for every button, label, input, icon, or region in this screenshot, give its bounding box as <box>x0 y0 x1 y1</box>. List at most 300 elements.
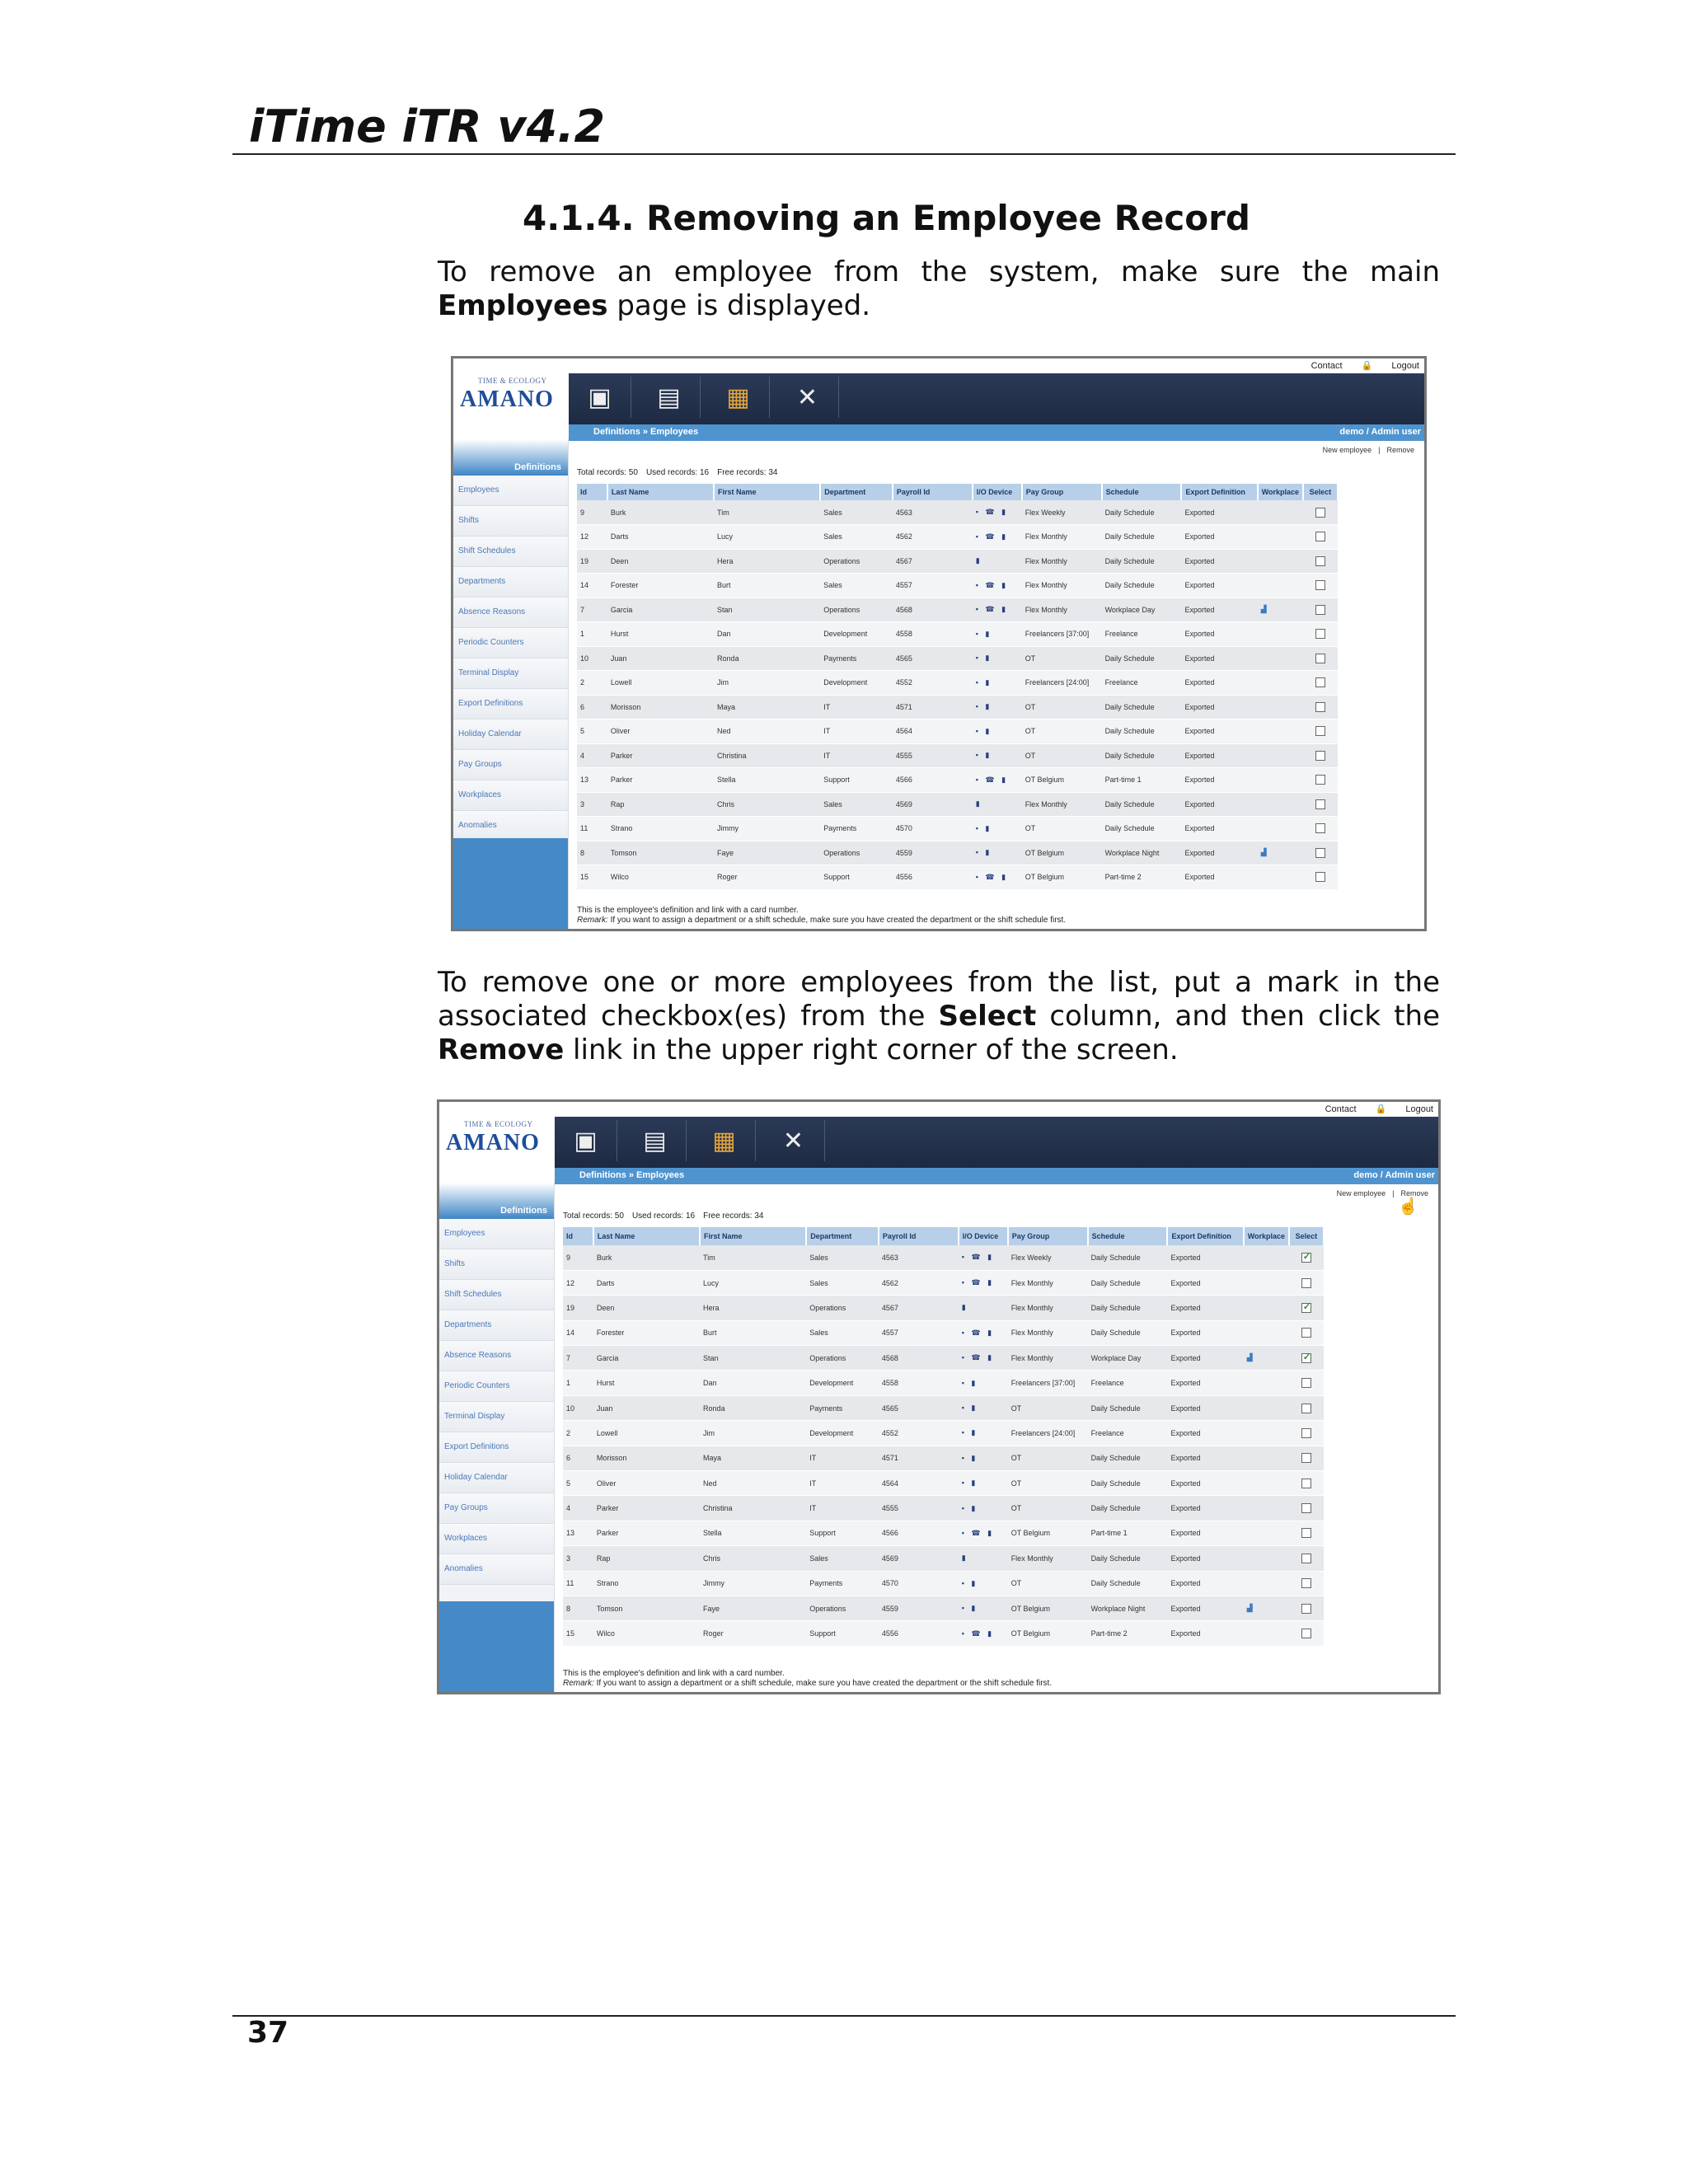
cell-dept: Payments <box>820 646 893 671</box>
cell-exp: Exported <box>1167 1421 1243 1446</box>
cell-pay: OT Belgium <box>1022 865 1102 890</box>
select-checkbox[interactable] <box>1315 654 1325 663</box>
cell-select <box>1289 1571 1324 1596</box>
select-checkbox[interactable] <box>1301 1479 1311 1488</box>
table-row[interactable] <box>563 1270 1324 1295</box>
column-header[interactable]: Id <box>577 484 607 500</box>
table-row[interactable] <box>577 549 1338 574</box>
table-row[interactable] <box>563 1596 1324 1620</box>
cell-sched: Daily Schedule <box>1088 1270 1168 1295</box>
cell-first: Burt <box>700 1320 806 1345</box>
cell-first: Christina <box>700 1496 806 1521</box>
cell-wp <box>1244 1371 1289 1395</box>
cell-sched: Daily Schedule <box>1088 1446 1168 1470</box>
cell-pay: Freelancers [24:00] <box>1008 1421 1088 1446</box>
instruction-paragraph: To remove one or more employees from the list, put a mark in the associated checkbox(es) from the Select column, and then click the Remove link in the upper right corner of the screen. <box>438 966 1440 1066</box>
sidebar-item[interactable]: Employees <box>453 476 568 506</box>
cell-dept: Sales <box>820 500 893 525</box>
cell-dept: Support <box>806 1621 879 1646</box>
app-topbar <box>453 359 1424 424</box>
table-row[interactable] <box>563 1371 1324 1395</box>
cell-id: 15 <box>563 1621 593 1646</box>
select-checkbox[interactable] <box>1301 1303 1311 1313</box>
cell-exp: Exported <box>1167 1521 1243 1545</box>
cell-dept: Sales <box>806 1270 879 1295</box>
cell-first: Lucy <box>714 525 820 550</box>
cell-exp: Exported <box>1181 817 1257 841</box>
cell-pay: OT <box>1008 1496 1088 1521</box>
cell-dept: Development <box>806 1371 879 1395</box>
select-checkbox[interactable] <box>1315 751 1325 761</box>
cell-wp <box>1244 1270 1289 1295</box>
cell-last: Burk <box>593 1245 700 1270</box>
column-header[interactable]: First Name <box>714 484 820 500</box>
cell-select <box>1303 574 1338 598</box>
cell-dept: IT <box>820 695 893 719</box>
new-employee-link[interactable]: New employee <box>1336 1189 1386 1197</box>
sidebar-item[interactable]: Workplaces <box>453 780 568 811</box>
cell-id: 12 <box>563 1270 593 1295</box>
cell-payroll: 4564 <box>879 1471 959 1496</box>
cell-sched: Daily Schedule <box>1088 1296 1168 1320</box>
select-checkbox[interactable] <box>1315 872 1325 882</box>
cell-sched: Daily Schedule <box>1102 646 1182 671</box>
cell-select <box>1289 1471 1324 1496</box>
cell-payroll: 4558 <box>893 622 973 647</box>
select-checkbox[interactable] <box>1301 1253 1311 1263</box>
cell-wp: ▟ <box>1258 841 1303 865</box>
select-checkbox[interactable] <box>1315 532 1325 541</box>
cell-dept: Development <box>820 671 893 696</box>
cell-wp <box>1244 1245 1289 1270</box>
select-checkbox[interactable] <box>1315 799 1325 809</box>
cell-pay: OT <box>1008 1446 1088 1470</box>
cell-wp <box>1258 500 1303 525</box>
cell-wp: ▟ <box>1244 1596 1289 1620</box>
select-checkbox[interactable] <box>1315 702 1325 712</box>
cell-wp <box>1258 671 1303 696</box>
select-checkbox[interactable] <box>1301 1554 1311 1563</box>
cell-exp: Exported <box>1181 574 1257 598</box>
settings-tools-icon[interactable]: ✕ <box>762 1120 825 1161</box>
table-row[interactable] <box>577 622 1338 647</box>
sidebar-item[interactable]: Terminal Display <box>453 658 568 689</box>
sidebar-item[interactable]: Export Definitions <box>439 1432 554 1463</box>
breadcrumb: Definitions » Employees <box>579 1170 685 1180</box>
contact-link[interactable]: Contact <box>1311 361 1343 371</box>
reports-icon[interactable]: ▦ <box>707 377 770 418</box>
cell-last: Lowell <box>607 671 714 696</box>
employees-table <box>563 1227 1325 1647</box>
cell-pay: OT <box>1022 817 1102 841</box>
cell-last: Rap <box>607 792 714 817</box>
column-header[interactable]: Last Name <box>593 1227 700 1245</box>
cell-dev: ▪ ☎ ▮ <box>973 768 1022 793</box>
remove-link[interactable]: Remove <box>1400 1189 1428 1197</box>
cell-last: Morisson <box>593 1446 700 1470</box>
select-checkbox[interactable] <box>1301 1353 1311 1363</box>
breadcrumb: Definitions » Employees <box>593 427 699 437</box>
cell-last: Oliver <box>607 719 714 744</box>
cell-dept: Sales <box>806 1320 879 1345</box>
cell-pay: Flex Monthly <box>1022 574 1102 598</box>
cell-last: Parker <box>607 768 714 793</box>
table-row[interactable] <box>563 1446 1324 1470</box>
cell-dev: ▪ ▮ <box>973 646 1022 671</box>
select-checkbox[interactable] <box>1301 1378 1311 1388</box>
cell-dept: IT <box>820 743 893 768</box>
employees-icon[interactable]: ▣ <box>569 377 631 418</box>
table-row[interactable] <box>563 1421 1324 1446</box>
table-row[interactable] <box>577 719 1338 744</box>
select-checkbox[interactable] <box>1315 823 1325 833</box>
cell-id: 3 <box>563 1546 593 1571</box>
cell-select <box>1289 1371 1324 1395</box>
footer-rule <box>232 2015 1456 2017</box>
cell-select <box>1303 549 1338 574</box>
select-checkbox[interactable] <box>1301 1278 1311 1288</box>
select-checkbox[interactable] <box>1315 580 1325 590</box>
table-row[interactable] <box>577 671 1338 696</box>
select-checkbox[interactable] <box>1315 629 1325 639</box>
select-checkbox[interactable] <box>1301 1404 1311 1413</box>
page-number: 37 <box>247 2016 289 2050</box>
table-row[interactable] <box>563 1346 1324 1371</box>
select-checkbox[interactable] <box>1315 677 1325 687</box>
cell-first: Dan <box>714 622 820 647</box>
cell-payroll: 4563 <box>879 1245 959 1270</box>
column-header[interactable]: Select <box>1289 1227 1324 1245</box>
table-row[interactable] <box>577 695 1338 719</box>
sidebar-item[interactable]: Holiday Calendar <box>453 719 568 750</box>
select-checkbox[interactable] <box>1315 605 1325 615</box>
cell-wp <box>1258 549 1303 574</box>
inbox-icon[interactable]: ▤ <box>624 1120 687 1161</box>
cell-sched: Daily Schedule <box>1102 792 1182 817</box>
breadcrumb-bar <box>569 424 1424 441</box>
cell-payroll: 4571 <box>879 1446 959 1470</box>
cell-wp <box>1244 1471 1289 1496</box>
main-toolbar <box>569 373 1424 424</box>
logout-link[interactable]: 🔒 Logout <box>1375 1104 1433 1114</box>
cell-sched: Daily Schedule <box>1088 1546 1168 1571</box>
column-header[interactable]: Select <box>1303 484 1338 500</box>
cell-dept: Operations <box>820 598 893 622</box>
column-header[interactable]: I/O Device <box>959 1227 1008 1245</box>
cell-exp: Exported <box>1167 1296 1243 1320</box>
cell-dev: ▮ <box>959 1546 1008 1571</box>
cell-first: Stan <box>714 598 820 622</box>
sidebar-item[interactable]: Shifts <box>439 1249 554 1280</box>
cell-sched: Daily Schedule <box>1102 817 1182 841</box>
cell-sched: Daily Schedule <box>1088 1395 1168 1420</box>
reports-icon[interactable]: ▦ <box>693 1120 756 1161</box>
cell-first: Jimmy <box>714 817 820 841</box>
table-row[interactable] <box>577 865 1338 890</box>
cell-pay: Flex Weekly <box>1008 1245 1088 1270</box>
sidebar-item[interactable]: Departments <box>439 1310 554 1341</box>
select-checkbox[interactable] <box>1301 1328 1311 1338</box>
sidebar-item[interactable]: Terminal Display <box>439 1402 554 1432</box>
column-header[interactable]: Department <box>806 1227 879 1245</box>
cell-last: Forester <box>607 574 714 598</box>
cell-wp <box>1258 792 1303 817</box>
cell-select <box>1303 695 1338 719</box>
cell-first: Jim <box>714 671 820 696</box>
app-topbar <box>439 1102 1438 1168</box>
sidebar-item[interactable]: Shift Schedules <box>439 1280 554 1310</box>
cell-exp: Exported <box>1181 695 1257 719</box>
table-row[interactable] <box>563 1621 1324 1646</box>
select-checkbox[interactable] <box>1301 1453 1311 1463</box>
cell-dev: ▪ ▮ <box>973 743 1022 768</box>
cell-sched: Daily Schedule <box>1088 1245 1168 1270</box>
cell-dept: Operations <box>820 841 893 865</box>
cell-payroll: 4556 <box>893 865 973 890</box>
cell-pay: OT <box>1022 646 1102 671</box>
select-checkbox[interactable] <box>1301 1578 1311 1588</box>
sidebar-item[interactable]: Shift Schedules <box>453 537 568 567</box>
column-header[interactable]: I/O Device <box>973 484 1022 500</box>
cell-sched: Daily Schedule <box>1102 719 1182 744</box>
cell-pay: Flex Monthly <box>1022 525 1102 550</box>
table-row[interactable] <box>577 743 1338 768</box>
table-row[interactable] <box>577 500 1338 525</box>
cell-sched: Part-time 2 <box>1102 865 1182 890</box>
cell-pay: OT Belgium <box>1022 768 1102 793</box>
main-toolbar <box>555 1117 1438 1168</box>
cell-wp <box>1244 1621 1289 1646</box>
column-header[interactable]: Last Name <box>607 484 714 500</box>
cell-payroll: 4567 <box>893 549 973 574</box>
column-header[interactable]: First Name <box>700 1227 806 1245</box>
select-checkbox[interactable] <box>1301 1428 1311 1438</box>
cell-pay: Freelancers [24:00] <box>1022 671 1102 696</box>
table-row[interactable] <box>577 598 1338 622</box>
cell-first: Christina <box>714 743 820 768</box>
cell-last: Juan <box>593 1395 700 1420</box>
remove-link[interactable]: Remove <box>1386 446 1414 454</box>
table-row[interactable] <box>577 525 1338 550</box>
cell-dept: Sales <box>806 1245 879 1270</box>
cell-dev: ▪ ▮ <box>959 1421 1008 1446</box>
cell-exp: Exported <box>1181 549 1257 574</box>
cell-select <box>1289 1346 1324 1371</box>
column-header[interactable]: Payroll Id <box>893 484 973 500</box>
sidebar-item[interactable]: Absence Reasons <box>453 598 568 628</box>
table-row[interactable] <box>563 1471 1324 1496</box>
cell-exp: Exported <box>1181 500 1257 525</box>
table-row[interactable] <box>577 574 1338 598</box>
cell-sched: Freelance <box>1088 1421 1168 1446</box>
select-checkbox[interactable] <box>1315 848 1325 858</box>
sidebar-fill <box>439 1601 554 1692</box>
table-row[interactable] <box>563 1496 1324 1521</box>
column-header[interactable]: Workplace <box>1258 484 1303 500</box>
cell-dept: Operations <box>806 1596 879 1620</box>
cell-sched: Part-time 1 <box>1102 768 1182 793</box>
settings-tools-icon[interactable]: ✕ <box>776 377 839 418</box>
cell-select <box>1289 1296 1324 1320</box>
logout-link[interactable]: 🔒 Logout <box>1361 361 1419 371</box>
select-checkbox[interactable] <box>1301 1604 1311 1614</box>
table-row[interactable] <box>563 1320 1324 1345</box>
sidebar-item[interactable]: Anomalies <box>453 811 568 841</box>
cell-first: Jimmy <box>700 1571 806 1596</box>
cell-payroll: 4570 <box>893 817 973 841</box>
cell-last: Garcia <box>607 598 714 622</box>
cell-payroll: 4571 <box>893 695 973 719</box>
cell-payroll: 4557 <box>893 574 973 598</box>
sidebar-item[interactable]: Pay Groups <box>439 1493 554 1524</box>
employees-icon[interactable]: ▣ <box>555 1120 617 1161</box>
cell-select <box>1289 1446 1324 1470</box>
cell-select <box>1303 743 1338 768</box>
sidebar-item[interactable]: Export Definitions <box>453 689 568 719</box>
cell-exp: Exported <box>1167 1596 1243 1620</box>
cell-last: Hurst <box>593 1371 700 1395</box>
column-header[interactable]: Pay Group <box>1008 1227 1088 1245</box>
action-links: New employee | Remove <box>1336 1189 1428 1197</box>
table-row[interactable] <box>563 1546 1324 1571</box>
document-header <box>232 97 1456 155</box>
select-checkbox[interactable] <box>1315 775 1325 785</box>
cell-wp <box>1244 1296 1289 1320</box>
cell-id: 1 <box>577 622 607 647</box>
table-note: This is the employee's definition and link with a card number. Remark: If you want to assign a department or a shift schedule, make sure you have created the department or the shift schedule first. <box>563 1669 1053 1688</box>
cell-id: 5 <box>577 719 607 744</box>
table-row[interactable] <box>563 1395 1324 1420</box>
column-header[interactable]: Schedule <box>1102 484 1182 500</box>
cell-id: 10 <box>577 646 607 671</box>
table-row[interactable] <box>577 792 1338 817</box>
user-info: demo / Admin user <box>1339 427 1421 437</box>
select-checkbox[interactable] <box>1315 508 1325 518</box>
cell-select <box>1303 598 1338 622</box>
cell-wp <box>1258 695 1303 719</box>
cell-id: 6 <box>577 695 607 719</box>
cell-sched: Part-time 2 <box>1088 1621 1168 1646</box>
column-header[interactable]: Schedule <box>1088 1227 1168 1245</box>
select-checkbox[interactable] <box>1301 1503 1311 1513</box>
sidebar-item[interactable]: Holiday Calendar <box>439 1463 554 1493</box>
cell-payroll: 4562 <box>893 525 973 550</box>
sidebar-item[interactable]: Periodic Counters <box>439 1371 554 1402</box>
cell-first: Faye <box>700 1596 806 1620</box>
cell-pay: OT <box>1008 1471 1088 1496</box>
sidebar-item[interactable]: Shifts <box>453 506 568 537</box>
cell-wp <box>1258 719 1303 744</box>
select-checkbox[interactable] <box>1315 556 1325 566</box>
cell-exp: Exported <box>1181 646 1257 671</box>
cell-first: Jim <box>700 1421 806 1446</box>
table-row[interactable] <box>563 1571 1324 1596</box>
cell-dev: ▪ ☎ ▮ <box>959 1346 1008 1371</box>
cell-pay: OT Belgium <box>1008 1521 1088 1545</box>
amano-logo: TIME & ECOLOGY AMANO <box>439 1102 555 1168</box>
cell-wp <box>1244 1496 1289 1521</box>
cell-payroll: 4558 <box>879 1371 959 1395</box>
column-header[interactable]: Pay Group <box>1022 484 1102 500</box>
sidebar-item[interactable]: Pay Groups <box>453 750 568 780</box>
cell-payroll: 4559 <box>879 1596 959 1620</box>
cell-sched: Part-time 1 <box>1088 1521 1168 1545</box>
cell-last: Parker <box>607 743 714 768</box>
cell-dev: ▪ ▮ <box>959 1571 1008 1596</box>
column-header[interactable]: Payroll Id <box>879 1227 959 1245</box>
contact-link[interactable]: Contact <box>1325 1104 1357 1114</box>
inbox-icon[interactable]: ▤ <box>638 377 701 418</box>
sidebar-item[interactable]: Employees <box>439 1219 554 1249</box>
cell-select <box>1303 768 1338 793</box>
sidebar-item[interactable]: Anomalies <box>439 1554 554 1585</box>
user-info: demo / Admin user <box>1353 1170 1435 1180</box>
table-row[interactable] <box>577 646 1338 671</box>
column-header[interactable]: Workplace <box>1244 1227 1289 1245</box>
cell-last: Garcia <box>593 1346 700 1371</box>
cell-wp <box>1244 1421 1289 1446</box>
column-header[interactable]: Export Definition <box>1167 1227 1243 1245</box>
sidebar-item[interactable]: Periodic Counters <box>453 628 568 658</box>
select-checkbox[interactable] <box>1301 1528 1311 1538</box>
cell-pay: OT Belgium <box>1022 841 1102 865</box>
cell-first: Burt <box>714 574 820 598</box>
cell-sched: Daily Schedule <box>1102 574 1182 598</box>
cell-dev: ▪ ☎ ▮ <box>973 598 1022 622</box>
column-header[interactable]: Export Definition <box>1181 484 1257 500</box>
cell-id: 14 <box>577 574 607 598</box>
cell-payroll: 4559 <box>893 841 973 865</box>
column-header[interactable]: Department <box>820 484 893 500</box>
select-checkbox[interactable] <box>1301 1629 1311 1638</box>
cell-id: 5 <box>563 1471 593 1496</box>
sidebar-item[interactable]: Absence Reasons <box>439 1341 554 1371</box>
cell-payroll: 4557 <box>879 1320 959 1345</box>
record-counts: Total records: 50 Used records: 16 Free records: 34 <box>563 1212 764 1221</box>
sidebar-item[interactable]: Departments <box>453 567 568 598</box>
table-row[interactable] <box>577 841 1338 865</box>
cell-select <box>1289 1395 1324 1420</box>
table-row[interactable] <box>577 817 1338 841</box>
definitions-sidebar <box>453 439 569 929</box>
cell-exp: Exported <box>1181 792 1257 817</box>
cell-exp: Exported <box>1167 1571 1243 1596</box>
cell-first: Ronda <box>714 646 820 671</box>
cell-exp: Exported <box>1181 719 1257 744</box>
cell-id: 2 <box>577 671 607 696</box>
table-row[interactable] <box>577 768 1338 793</box>
column-header[interactable]: Id <box>563 1227 593 1245</box>
cell-dept: Development <box>806 1421 879 1446</box>
cell-dev: ▪ ☎ ▮ <box>973 500 1022 525</box>
table-row[interactable] <box>563 1296 1324 1320</box>
cell-first: Maya <box>714 695 820 719</box>
cell-pay: OT <box>1008 1571 1088 1596</box>
cell-dept: Payments <box>806 1395 879 1420</box>
cell-exp: Exported <box>1167 1270 1243 1295</box>
new-employee-link[interactable]: New employee <box>1322 446 1372 454</box>
cell-last: Juan <box>607 646 714 671</box>
cell-wp <box>1244 1571 1289 1596</box>
cell-payroll: 4565 <box>879 1395 959 1420</box>
table-row[interactable] <box>563 1245 1324 1270</box>
sidebar-item[interactable]: Workplaces <box>439 1524 554 1554</box>
cell-id: 7 <box>577 598 607 622</box>
table-row[interactable] <box>563 1521 1324 1545</box>
cell-first: Stan <box>700 1346 806 1371</box>
cell-sched: Workplace Night <box>1088 1596 1168 1620</box>
select-checkbox[interactable] <box>1315 726 1325 736</box>
